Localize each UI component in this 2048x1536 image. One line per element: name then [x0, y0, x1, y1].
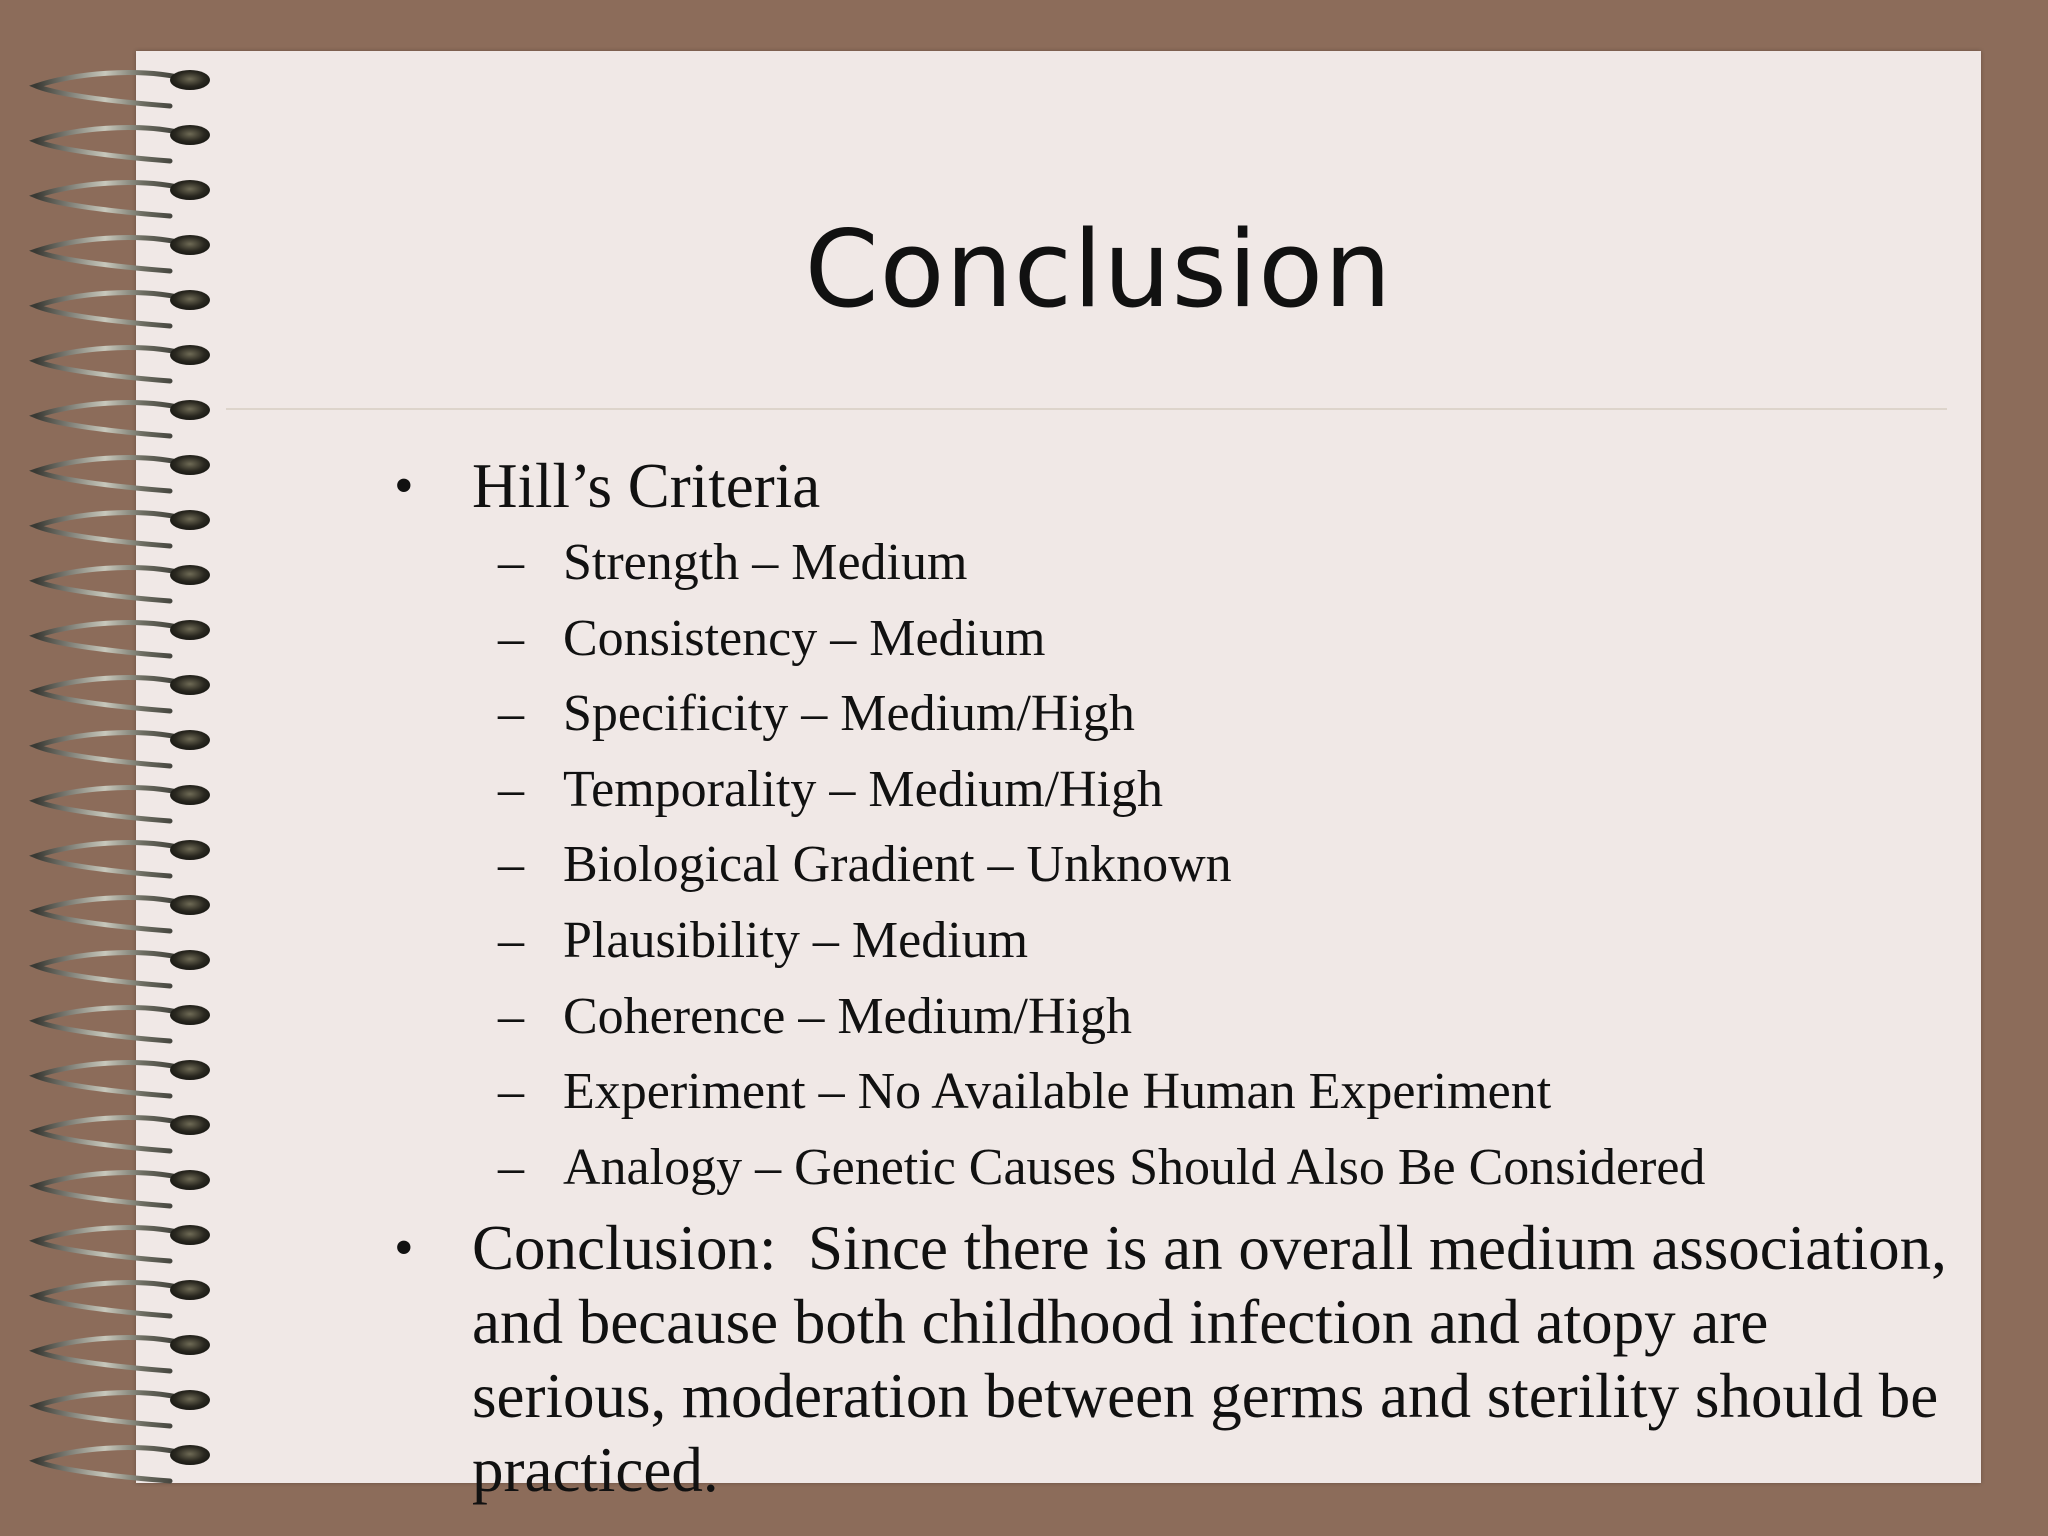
- criteria-list: [256, 525, 1956, 1205]
- bullet-dot: •: [394, 455, 414, 517]
- title-divider: [226, 408, 1947, 410]
- spiral-coil: [36, 1060, 210, 1096]
- spiral-coil: [36, 125, 210, 161]
- spiral-coil: [36, 70, 210, 106]
- spiral-coil: [36, 455, 210, 491]
- criteria-text: Coherence – Medium/High: [563, 987, 1132, 1045]
- spiral-binding: [0, 0, 240, 1536]
- spiral-coil: [36, 785, 210, 821]
- criteria-item: [256, 1054, 1956, 1130]
- spiral-coil: [36, 1390, 210, 1426]
- bullet-text: Hill’s Criteria: [472, 451, 821, 521]
- conclusion-text: Conclusion: Since there is an overall medium association, and because both childhood infection and atopy are serious, moderation between germs and sterility should be practiced.: [472, 1213, 1963, 1506]
- spiral-coil: [36, 1005, 210, 1041]
- spiral-coil: [36, 510, 210, 546]
- dash-marker: –: [498, 1063, 524, 1121]
- spiral-coil: [36, 565, 210, 601]
- spiral-coil: [36, 730, 210, 766]
- spiral-coil: [36, 1280, 210, 1316]
- criteria-text: Strength – Medium: [563, 534, 968, 591]
- dash-marker: –: [498, 911, 524, 969]
- spiral-coil: [36, 840, 210, 876]
- slide-content: [256, 449, 1963, 1507]
- criteria-item: [256, 903, 1956, 979]
- criteria-text: Experiment – No Available Human Experiment: [563, 1063, 1552, 1121]
- spiral-coil: [36, 345, 210, 381]
- spiral-coil: [36, 1115, 210, 1151]
- criteria-text: Biological Gradient – Unknown: [563, 836, 1232, 894]
- criteria-item: [256, 979, 1956, 1055]
- bullet-hills-criteria: [256, 449, 1956, 523]
- spiral-coil: [36, 675, 210, 711]
- slide-title: Conclusion: [804, 208, 1393, 331]
- dash-marker: –: [498, 987, 524, 1045]
- dash-marker: –: [498, 609, 524, 667]
- spiral-coil: [36, 895, 210, 931]
- spiral-coil: [36, 400, 210, 436]
- spiral-coil: [36, 620, 210, 656]
- criteria-item: [256, 676, 1956, 752]
- criteria-text: Specificity – Medium/High: [563, 685, 1135, 743]
- spiral-coil: [36, 180, 210, 216]
- criteria-text: Consistency – Medium: [563, 609, 1046, 667]
- spiral-coil: [36, 1445, 210, 1481]
- criteria-text: Plausibility – Medium: [563, 911, 1029, 969]
- criteria-item: [256, 752, 1956, 828]
- spiral-coil: [36, 1225, 210, 1261]
- dash-marker: –: [498, 1138, 524, 1196]
- criteria-item: [256, 601, 1956, 677]
- dash-marker: –: [498, 836, 524, 894]
- spiral-coil: [36, 235, 210, 271]
- bullet-conclusion: [256, 1211, 1963, 1507]
- dash-marker: –: [498, 760, 524, 818]
- spiral-coil: [36, 290, 210, 326]
- criteria-item: [256, 1130, 1956, 1206]
- criteria-text: Analogy – Genetic Causes Should Also Be Considered: [563, 1138, 1706, 1196]
- dash-marker: –: [498, 534, 524, 591]
- spiral-coil: [36, 950, 210, 986]
- notebook-page: [136, 51, 1981, 1506]
- dash-marker: –: [498, 685, 524, 743]
- spiral-coil: [36, 1170, 210, 1206]
- criteria-text: Temporality – Medium/High: [563, 760, 1164, 818]
- criteria-item: [256, 827, 1956, 903]
- bullet-dot: •: [394, 1217, 414, 1280]
- spiral-coil: [36, 1335, 210, 1371]
- criteria-item: [256, 525, 1956, 601]
